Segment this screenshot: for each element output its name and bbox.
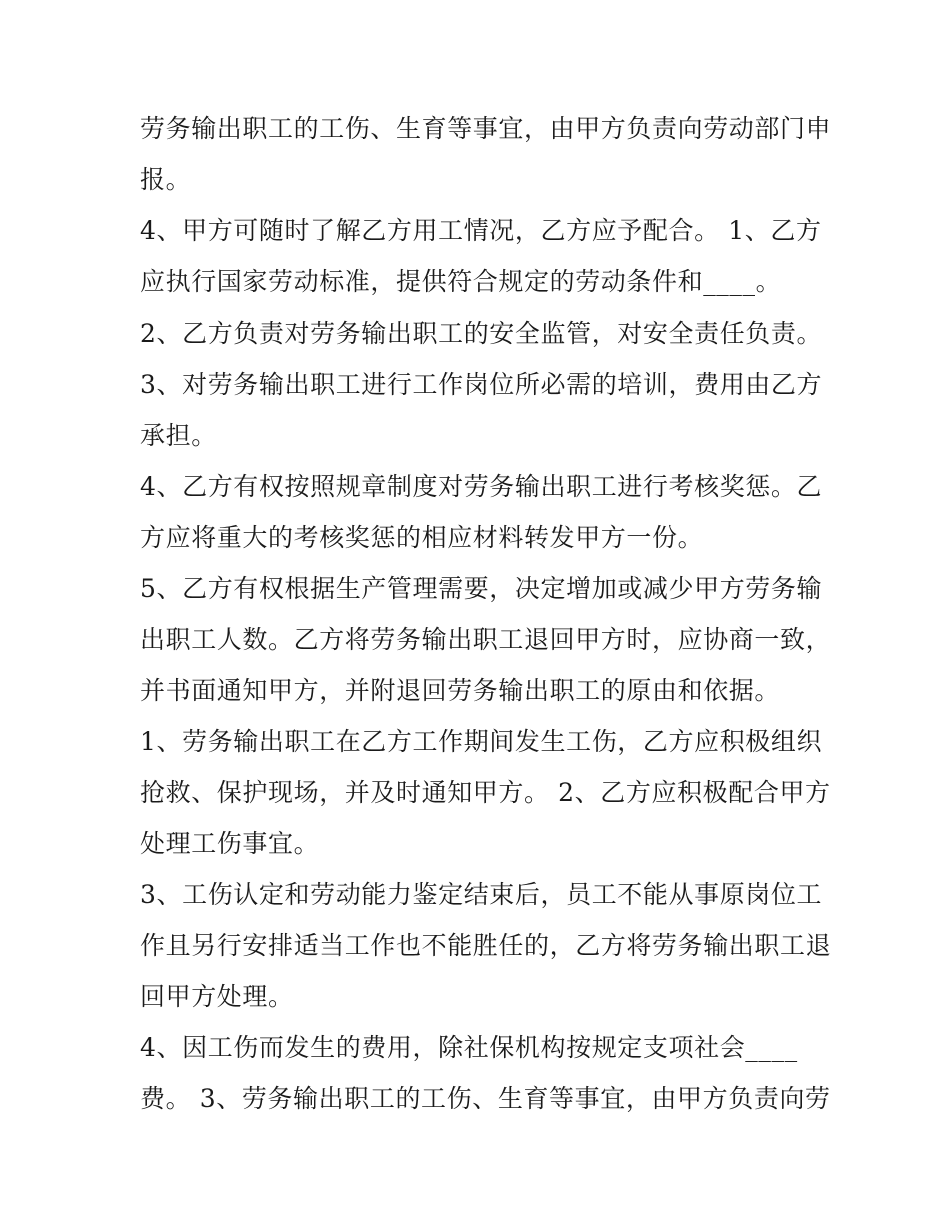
text-line: 出职工人数。乙方将劳务输出职工退回甲方时，应协商一致， [140,625,832,654]
text-line: 4、甲方可随时了解乙方用工情况，乙方应予配合。 1、乙方 [140,216,822,245]
text-line: 并书面通知甲方，并附退回劳务输出职工的原由和依据。 [140,676,781,705]
text-line: 回甲方处理。 [140,982,294,1011]
text-line: 应执行国家劳动标准，提供符合规定的劳动条件和____。 [140,267,782,296]
text-line: 3、对劳务输出职工进行工作岗位所必需的培训，费用由乙方 [140,370,823,399]
text-line: 方应将重大的考核奖惩的相应材料转发甲方一份。 [140,523,704,552]
text-line: 作且另行安排适当工作也不能胜任的，乙方将劳务输出职工退 [140,931,832,960]
text-line: 5、乙方有权根据生产管理需要，决定增加或减少甲方劳务输 [140,574,823,603]
text-line: 报。 [140,165,192,194]
text-line: 处理工伤事宜。 [140,829,320,858]
text-line: 3、工伤认定和劳动能力鉴定结束后，员工不能从事原岗位工 [140,880,823,909]
text-line: 抢救、保护现场，并及时通知甲方。 2、乙方应积极配合甲方 [140,778,831,807]
text-line: 4、因工伤而发生的费用，除社保机构按规定支项社会____ [140,1033,798,1062]
text-line: 1、劳务输出职工在乙方工作期间发生工伤，乙方应积极组织 [140,727,823,756]
text-line: 劳务输出职工的工伤、生育等事宜，由甲方负责向劳动部门申 [140,114,832,143]
text-line: 2、乙方负责对劳务输出职工的安全监管，对安全责任负责。 [140,319,823,348]
text-line: 费。 3、劳务输出职工的工伤、生育等事宜，由甲方负责向劳 [140,1084,831,1113]
text-line: 承担。 [140,421,217,450]
text-line: 4、乙方有权按照规章制度对劳务输出职工进行考核奖惩。乙 [140,472,823,501]
